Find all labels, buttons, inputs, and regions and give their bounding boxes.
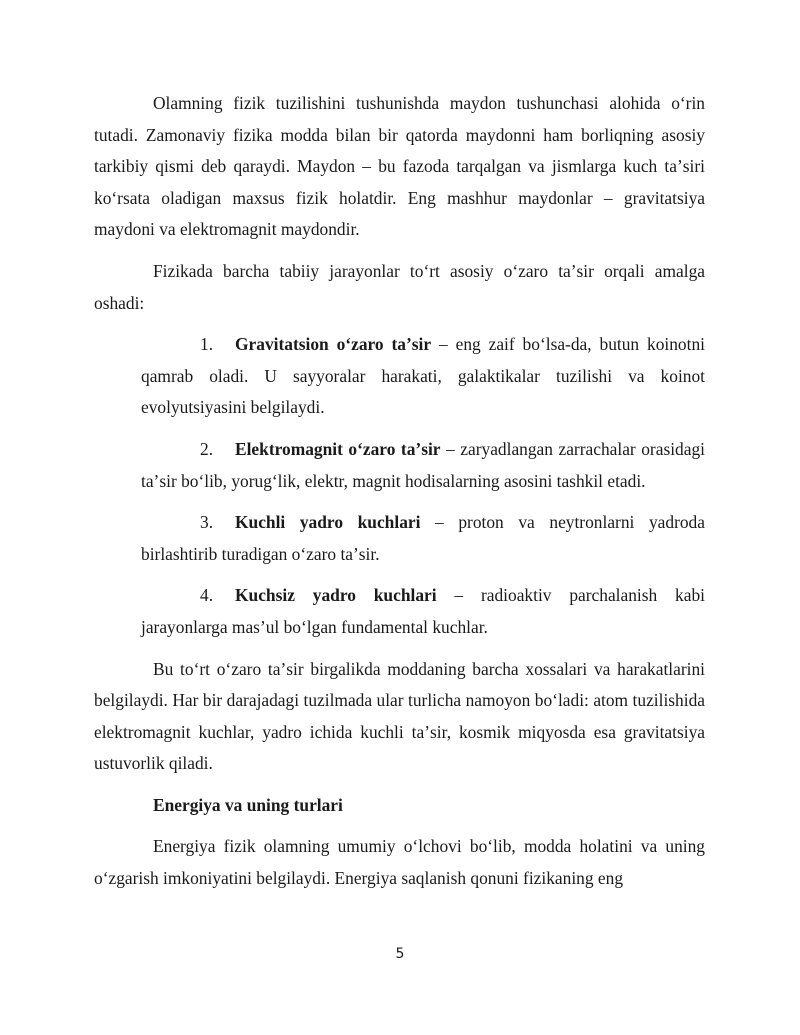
list-number: 4. [200, 585, 214, 606]
paragraph-interactions-intro: Fizikada barcha tabiiy jarayonlar toʻrt asosiy oʻzaro taʼsir orqali amalga oshadi: [94, 260, 705, 313]
list-item-strong-nuclear [141, 507, 705, 570]
list-text: – radioaktiv parchalanish kabi jarayonlarga masʼul boʻlgan fundamental kuchlar. [141, 585, 705, 637]
list-term: Elektromagnit oʻzaro taʼsir [235, 438, 441, 459]
paragraph-summary: Bu toʻrt oʻzaro taʼsir birgalikda moddaning barcha xossalari va harakatlarini belgilaydi. Har bir darajadagi tuzilmada ular turlicha namoyon boʻladi: atom tuzilishida elektromagnit kuchlar, yadro ichida kuchli taʼsir, kosmik miqyosda esa gravitatsiya ustuvorlik qiladi. [94, 658, 705, 774]
paragraph-energy: Energiya fizik olamning umumiy oʻlchovi boʻlib, modda holatini va uning oʻzgarish imkoniyatini belgilaydi. Energiya saqlanish qonuni fizikaning eng [94, 836, 705, 889]
list-text: – proton va neytronlarni yadroda birlashtirib turadigan oʻzaro taʼsir. [141, 512, 705, 564]
paragraph-maydon: Olamning fizik tuzilishini tushunishda maydon tushunchasi alohida oʻrin tutadi. Zamonaviy fizika modda bilan bir qatorda maydonni ham borliqning asosiy tarkibiy qismi deb qaraydi. Maydon – bu fazoda tarqalgan va jismlarga kuch taʼsiri koʻrsata oladigan maxsus fizik holatdir. Eng mashhur maydonlar – gravitatsiya maydoni va elektromagnit maydondir. [94, 93, 705, 240]
list-text: – zaryadlangan zarrachalar orasidagi taʼsir boʻlib, yorugʻlik, elektr, magnit hodisalarning asosini tashkil etadi. [141, 438, 705, 491]
list-item-weak-nuclear [141, 580, 705, 643]
list-text: – eng zaif boʻlsa-da, butun koinotni qamrab oladi. U sayyoralar harakati, galaktikalar tuzilishi va koinot evolyutsiyasini belgilaydi. [141, 334, 705, 418]
list-number: 1. [200, 334, 214, 355]
list-number: 3. [200, 512, 214, 533]
list-term: Kuchli yadro kuchlari [235, 512, 421, 533]
section-heading: Energiya va uning turlari [153, 794, 343, 815]
page-number: 5 [395, 946, 405, 962]
list-term: Kuchsiz yadro kuchlari [235, 585, 437, 606]
list-term: Gravitatsion oʻzaro taʼsir [235, 334, 432, 355]
list-item-electromagnetic [141, 434, 705, 497]
document-page [94, 88, 705, 895]
list-item-gravitational [141, 329, 705, 424]
list-number: 2. [200, 438, 214, 459]
